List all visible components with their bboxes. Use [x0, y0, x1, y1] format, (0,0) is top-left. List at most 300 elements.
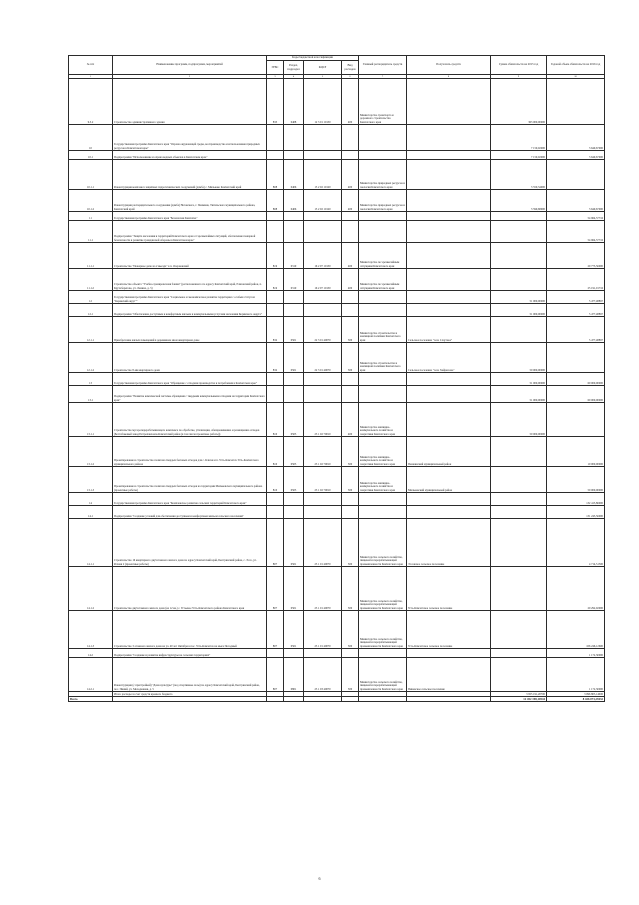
row-sum-2016: 5 477,48897 [547, 304, 605, 317]
row-vr: 500 [342, 317, 359, 343]
row-razdel [284, 125, 304, 151]
row-razdel [284, 506, 304, 519]
row-sum-2016: 54 964,57716 [547, 221, 605, 243]
row-sum-2016: 3 649,67000 [547, 151, 605, 160]
col-header-codes: Коды бюджетной классификации [267, 56, 359, 61]
total-label: Всего [69, 697, 113, 702]
row-ksr [304, 125, 342, 151]
row-vr: 500 [342, 467, 359, 493]
row-razdel: 0310 [284, 269, 304, 291]
row-recipient [407, 493, 491, 506]
column-index: 1 [69, 75, 113, 79]
row-recipient [407, 269, 491, 291]
row-sum-2016: 60 000,00000 [547, 386, 605, 403]
row-sum-2016: 3 649,67000 [547, 190, 605, 212]
row-name: Государственная программа Камчатского края "Охрана окружающей среды, воспроизводство и использование природных ресурсов в Камчатском крае" [113, 125, 267, 151]
table-row [69, 79, 605, 125]
row-vr [342, 151, 359, 160]
row-number: 13.1.3 [69, 467, 113, 493]
column-index: 4 [284, 75, 304, 79]
row-recipient: Пенжинский муниципальный район [407, 437, 491, 467]
table-row [69, 467, 605, 493]
total-empty [267, 697, 284, 702]
row-number: 14 [69, 493, 113, 506]
row-number: 14.1 [69, 506, 113, 519]
row-sum-2016: 5 477,48897 [547, 317, 605, 343]
row-sum-2016: 106 246,12600 [547, 611, 605, 649]
row-vr: 400 [342, 190, 359, 212]
row-grbs: 807 [267, 567, 284, 611]
row-name: Государственная программа Камчатского края "Обращение с отходами производства и потребления в Камчатском крае" [113, 373, 267, 386]
row-vr [342, 506, 359, 519]
row-recipient [407, 190, 491, 212]
row-grbs [267, 373, 284, 386]
row-vr: 500 [342, 611, 359, 649]
col-header-sum2015: Сумма обязательств на 2015 год [491, 56, 547, 75]
row-number: 10 [69, 125, 113, 151]
row-vr: 500 [342, 567, 359, 611]
row-sum-2016: 1 172,30000 [547, 658, 605, 692]
row-sum-2016: 25 191,01716 [547, 269, 605, 291]
table-row [69, 493, 605, 506]
row-number: 10.1.2 [69, 190, 113, 212]
row-vr: 400 [342, 243, 359, 269]
row-grbs: 807 [267, 611, 284, 649]
row-razdel: 0801 [284, 658, 304, 692]
row-razdel [284, 291, 304, 304]
row-recipient [407, 151, 491, 160]
row-grbs: 810 [267, 467, 284, 493]
col-header-recipient: Получатель средств [407, 56, 491, 75]
row-recipient [407, 160, 491, 190]
row-sum-2015: 3 955 191,20700 [491, 692, 547, 697]
row-sum-2015 [491, 467, 547, 493]
row-name: Строительство "Пожарное депо на 2 выезда" в п. Озерновский [113, 243, 267, 269]
row-grbs [267, 212, 284, 221]
row-number: 13.1.2 [69, 437, 113, 467]
table-row [69, 125, 605, 151]
row-name: Проектирование и строительство полигона твердых бытовых отходов для с. Ключи и п. Усть-Камчатск Усть-Камчатского муниципального района [113, 437, 267, 467]
row-sum-2016: 3 096 803,14000 [547, 692, 605, 697]
row-ksr [304, 493, 342, 506]
row-sum-2015: 51 000,00000 [491, 291, 547, 304]
row-executor [359, 386, 407, 403]
table-row [69, 304, 605, 317]
column-index: 5 [304, 75, 342, 79]
row-number: 12.1.2 [69, 343, 113, 373]
row-sum-2016: 29 773,56000 [547, 243, 605, 269]
total-empty [359, 697, 407, 702]
row-sum-2016: 20 292,92000 [547, 567, 605, 611]
row-sum-2015 [491, 437, 547, 467]
row-number: 11.1.1 [69, 243, 113, 269]
row-ksr [304, 649, 342, 658]
row-ksr: 23 1 02 70010 [304, 437, 342, 467]
row-sum-2016: 10 000,00000 [547, 437, 605, 467]
row-name: Подпрограмма "Защита населения и территорий Камчатского края от чрезвычайных ситуаций, обеспечение пожарной безопасности и развитие гражданской обороны в Камчатском крае" [113, 221, 267, 243]
col-header-name: Наименование программ, подпрограмм, мероприятий [113, 56, 267, 75]
row-executor: Министерство сельского хозяйства, пищевой и перерабатывающей промышленности Камчатского края [359, 567, 407, 611]
row-executor [359, 493, 407, 506]
row-executor [359, 291, 407, 304]
row-sum-2015: 3 599,68000 [491, 190, 547, 212]
row-name: Реконструкция (с пристройкой) "Дома культуры" (под спортивные залы) по адресу Камчатский край, Быстринский район, пос. Пиний, ул. Молодежная, д. 5 [113, 658, 267, 692]
row-sum-2015 [491, 243, 547, 269]
row-sum-2015: 51 000,00000 [491, 373, 547, 386]
column-index: 3 [267, 75, 284, 79]
table-row [69, 151, 605, 160]
col-header-executor: Главный распорядитель средств [359, 56, 407, 75]
row-grbs [267, 151, 284, 160]
table-row [69, 567, 605, 611]
row-number: 10.1.1 [69, 160, 113, 190]
row-vr: 500 [342, 519, 359, 567]
row-vr [342, 291, 359, 304]
row-vr: 400 [342, 403, 359, 437]
row-razdel [284, 221, 304, 243]
row-number: 13 [69, 373, 113, 386]
total-sum-2016: 8 426 073,29432 [547, 697, 605, 702]
row-recipient [407, 403, 491, 437]
row-sum-2015 [491, 221, 547, 243]
row-ksr [304, 373, 342, 386]
row-name: Строительство административного здания [113, 79, 267, 125]
row-grbs: 808 [267, 190, 284, 212]
row-name: Строительство двухэтажного жилого дома (на 12 кв.) с. Устьевое Усть-Камчатского района Камчатского края [113, 567, 267, 611]
row-number: 12.1 [69, 304, 113, 317]
row-sum-2015 [491, 317, 547, 343]
row-sum-2015 [491, 269, 547, 291]
row-recipient [407, 386, 491, 403]
page-number: 6 [318, 876, 321, 881]
row-grbs: 810 [267, 437, 284, 467]
row-recipient [407, 373, 491, 386]
row-number: 11.1.2 [69, 269, 113, 291]
col-header-vr: Вид расходов [342, 61, 359, 75]
row-executor: Министерство природных ресурсов и экологии Камчатского края [359, 190, 407, 212]
row-sum-2016 [547, 403, 605, 437]
table-body [69, 79, 605, 697]
row-executor: Министерство жилищно-коммунального хозяйства и энергетики Камчатского края [359, 437, 407, 467]
row-sum-2015: 3 550,34000 [491, 160, 547, 190]
row-recipient: Мильковский муниципальный район [407, 467, 491, 493]
row-name: Строительство 3-этажного жилого дома на ул. 40 лет Октября в пос. Усть-Камчатск на мысе Погодный [113, 611, 267, 649]
row-name: Подпрограмма "Создание и развитие инфраструктуры на сельских территориях" [113, 649, 267, 658]
row-name: Строительство объекта "Учебно-тренировочная башня" (расположенного по адресу Камчатский край, Елизовский район, п. Крутоберегово, ул. Ленина, д. 5) [113, 269, 267, 291]
col-header-sum2016: Годовой объем обязательств на 2016 год [547, 56, 605, 75]
row-number: 14.1.2 [69, 567, 113, 611]
row-number: 11 [69, 212, 113, 221]
row-vr [342, 304, 359, 317]
row-grbs [267, 304, 284, 317]
row-sum-2016: 5 477,48897 [547, 291, 605, 304]
row-name: Подпрограмма "Развитие комплексной системы обращения с твердыми коммунальными отходами на территории Камчатского края" [113, 386, 267, 403]
row-name: Приобретение жилых помещений в деревянном многоквартирном доме [113, 317, 267, 343]
row-vr: 400 [342, 269, 359, 291]
row-sum-2015: 50 000,00000 [491, 403, 547, 437]
row-name: Итого расходы за счет средств краевого бюджета [113, 692, 267, 697]
row-vr: 500 [342, 658, 359, 692]
table-row [69, 386, 605, 403]
row-name: Строительство мусороперерабатывающего комплекса по обработке, утилизации, обезвреживанию и размещению отходов (Бестобаковый завод Петропавловск-Камчатский район (в том числе проектные работы)) [113, 403, 267, 437]
row-recipient [407, 243, 491, 269]
col-header-no: № п/п [69, 56, 113, 75]
budget-table [68, 55, 605, 702]
row-razdel: 0505 [284, 437, 304, 467]
row-sum-2016 [547, 343, 605, 373]
row-recipient [407, 125, 491, 151]
row-name: Подпрограмма "Обеспечение доступным и комфортным жильем и коммунальными услугами населения Корякского округа" [113, 304, 267, 317]
row-executor: Министерство жилищно-коммунального хозяйства и энергетики Камчатского края [359, 467, 407, 493]
row-executor: Министерство жилищно-коммунального хозяйства и энергетики Камчатского края [359, 403, 407, 437]
row-ksr: 25 1 01 40070 [304, 519, 342, 567]
row-razdel: 0501 [284, 611, 304, 649]
row-vr: 400 [342, 160, 359, 190]
row-sum-2016: 131 243,56000 [547, 506, 605, 519]
row-number: 13.1.1 [69, 403, 113, 437]
row-number: 12 [69, 291, 113, 304]
table-row [69, 269, 605, 291]
row-ksr: 25 1 01 40070 [304, 567, 342, 611]
row-razdel: 0501 [284, 343, 304, 373]
row-recipient [407, 221, 491, 243]
row-name: Подпрограмма "Создание условий для обеспечения доступным и комфортным жильем сельского населения" [113, 506, 267, 519]
table-row [69, 160, 605, 190]
row-vr: 400 [342, 79, 359, 125]
row-razdel [284, 386, 304, 403]
table-row [69, 343, 605, 373]
row-razdel: 0505 [284, 467, 304, 493]
row-ksr: 22 3 01 40070 [304, 317, 342, 343]
row-recipient: Усть-Камчатское сельское поселение [407, 567, 491, 611]
row-vr: 500 [342, 343, 359, 373]
row-ksr [304, 386, 342, 403]
row-sum-2015: 7 150,02000 [491, 151, 547, 160]
row-ksr [304, 506, 342, 519]
row-ksr: 25 1 03 40070 [304, 658, 342, 692]
table-row [69, 373, 605, 386]
row-name: Строительство 16 квартирного двухэтажного жилого дома по адресу Камчатский край, Быстринский район, с. Эссо, ул. Речная 2 (проектные работы) [113, 519, 267, 567]
row-number: 11.1 [69, 221, 113, 243]
row-razdel: 0501 [284, 317, 304, 343]
row-executor [359, 304, 407, 317]
table-row [69, 403, 605, 437]
column-index: 10 [547, 75, 605, 79]
row-ksr [304, 304, 342, 317]
row-ksr: 16 2 07 10130 [304, 243, 342, 269]
row-executor: Министерство сельского хозяйства, пищевой и перерабатывающей промышленности Камчатского края [359, 658, 407, 692]
row-sum-2015: 51 000,00000 [491, 304, 547, 317]
row-grbs: 810 [267, 403, 284, 437]
table-row [69, 611, 605, 649]
table-row [69, 291, 605, 304]
row-sum-2015 [491, 658, 547, 692]
row-sum-2015: 7 150,02000 [491, 125, 547, 151]
row-grbs: 833 [267, 79, 284, 125]
table-row [69, 658, 605, 692]
row-executor: Министерство по чрезвычайным ситуациям Камчатского края [359, 269, 407, 291]
table-row [69, 437, 605, 467]
column-index: 2 [113, 75, 267, 79]
row-grbs: 832 [267, 343, 284, 373]
row-number: 12.1.1 [69, 317, 113, 343]
row-executor [359, 373, 407, 386]
row-ksr [304, 221, 342, 243]
row-name: Реконструкция распорядительного сооружения (дамба) Ноговского, г. Пенжина, Тигильского муниципального района, Камчатский край [113, 190, 267, 212]
row-vr [342, 649, 359, 658]
row-ksr [304, 291, 342, 304]
row-recipient: Усть-Камчатское сельское поселение [407, 611, 491, 649]
row-executor: Министерство транспорта и дорожного строительства Камчатского края [359, 79, 407, 125]
total-empty [407, 697, 491, 702]
row-sum-2016 [547, 79, 605, 125]
row-ksr: 16 2 07 10130 [304, 269, 342, 291]
row-sum-2015 [491, 649, 547, 658]
row-vr [342, 212, 359, 221]
row-razdel: 0406 [284, 190, 304, 212]
row-grbs: 819 [267, 243, 284, 269]
table-row [69, 506, 605, 519]
total-row [69, 697, 605, 702]
total-empty [304, 697, 342, 702]
row-sum-2016 [547, 160, 605, 190]
column-index: 6 [342, 75, 359, 79]
table-row [69, 317, 605, 343]
row-number: 14.2 [69, 649, 113, 658]
row-name: Государственная программа Камчатского края "Безопасная Камчатка" [113, 212, 267, 221]
row-number: 14.2.1 [69, 658, 113, 692]
row-grbs [267, 506, 284, 519]
col-header-grbs: ГРБС [267, 61, 284, 75]
row-razdel [284, 304, 304, 317]
row-ksr: 23 1 02 70010 [304, 467, 342, 493]
row-executor: Министерство сельского хозяйства, пищевой и перерабатывающей промышленности Камчатского края [359, 519, 407, 567]
row-name: Подпрограмма "Использование и охрана водных объектов в Камчатском крае" [113, 151, 267, 160]
row-executor: Министерство природных ресурсов и экологии Камчатского края [359, 160, 407, 190]
row-razdel: 0501 [284, 519, 304, 567]
table-row [69, 212, 605, 221]
row-sum-2015: 363 000,00000 [491, 79, 547, 125]
row-ksr: 22 3 01 40070 [304, 343, 342, 373]
row-executor: Министерство сельского хозяйства, пищевой и перерабатывающей промышленности Камчатского края [359, 611, 407, 649]
row-grbs [267, 221, 284, 243]
row-executor [359, 221, 407, 243]
row-number: 13.1 [69, 386, 113, 403]
row-number: 9.3.2 [69, 79, 113, 125]
row-name: Строительство 8-ми квартирного дома [113, 343, 267, 373]
row-number: 10.1 [69, 151, 113, 160]
table-row [69, 243, 605, 269]
row-razdel: 0505 [284, 403, 304, 437]
row-sum-2015 [491, 493, 547, 506]
row-grbs: 832 [267, 317, 284, 343]
row-vr: 500 [342, 437, 359, 467]
row-sum-2015: 50 000,00000 [491, 343, 547, 373]
row-razdel [284, 649, 304, 658]
row-razdel: 0310 [284, 243, 304, 269]
row-vr [342, 493, 359, 506]
row-razdel [284, 493, 304, 506]
table-row [69, 221, 605, 243]
row-grbs: 819 [267, 269, 284, 291]
row-vr [342, 386, 359, 403]
row-number: 14.1.3 [69, 611, 113, 649]
row-grbs [267, 291, 284, 304]
col-header-razdel: Раздел, подраздел [284, 61, 304, 75]
row-recipient [407, 649, 491, 658]
row-executor: Министерство строительства и жилищной политики Камчатского края [359, 343, 407, 373]
row-sum-2016: 132 415,86000 [547, 493, 605, 506]
row-ksr [304, 151, 342, 160]
row-sum-2015 [491, 212, 547, 221]
row-grbs: 808 [267, 160, 284, 190]
row-name: Государственная программа Камчатского края "Комплексное развитие сельских территорий Камчатского края" [113, 493, 267, 506]
row-executor [359, 125, 407, 151]
column-index: 9 [491, 75, 547, 79]
row-recipient: Эссовское сельское поселение [407, 519, 491, 567]
row-recipient [407, 79, 491, 125]
row-grbs [267, 649, 284, 658]
row-grbs [267, 125, 284, 151]
row-executor: Министерство строительства и жилищной политики Камчатского края [359, 317, 407, 343]
row-executor [359, 212, 407, 221]
row-grbs [267, 493, 284, 506]
row-name: Государственная программа Камчатского края "Социальное и экономическое развитие территории с особым статусом "Корякский округ"" [113, 291, 267, 304]
row-recipient: Сельское поселение "село Слаутное" [407, 317, 491, 343]
row-recipient [407, 506, 491, 519]
row-recipient: Сельское поселение "село Хайрюзово" [407, 343, 491, 373]
row-sum-2016: 60 000,00000 [547, 373, 605, 386]
row-grbs [267, 386, 284, 403]
row-razdel: 0408 [284, 79, 304, 125]
row-sum-2016: 54 964,57716 [547, 212, 605, 221]
row-ksr [304, 212, 342, 221]
row-sum-2015 [491, 519, 547, 567]
row-sum-2016: 4 714,51500 [547, 519, 605, 567]
row-razdel [284, 151, 304, 160]
row-vr [342, 373, 359, 386]
row-sum-2016: 1 172,30000 [547, 649, 605, 658]
table-row [69, 519, 605, 567]
row-sum-2016: 50 000,00000 [547, 467, 605, 493]
row-recipient: Пиневское сельское поселение [407, 658, 491, 692]
column-index: 7 [359, 75, 407, 79]
row-recipient [407, 212, 491, 221]
row-sum-2015 [491, 506, 547, 519]
row-name: Реконструкция комплекса защитных гидротехнических сооружений (дамба) с. Мильково Камчатский край [113, 160, 267, 190]
row-number: 14.1.1 [69, 519, 113, 567]
row-sum-2015: 51 000,00000 [491, 386, 547, 403]
row-razdel: 0501 [284, 567, 304, 611]
row-recipient [407, 291, 491, 304]
row-executor [359, 506, 407, 519]
row-ksr: 12 3 01 10130 [304, 79, 342, 125]
row-executor: Министерство по чрезвычайным ситуациям Камчатского края [359, 243, 407, 269]
table-row [69, 649, 605, 658]
column-index: 8 [407, 75, 491, 79]
table-row [69, 190, 605, 212]
row-sum-2015 [491, 611, 547, 649]
total-sum-2015: 12 452 198,10544 [491, 697, 547, 702]
row-executor [359, 151, 407, 160]
row-grbs: 807 [267, 658, 284, 692]
row-ksr: 23 1 02 70010 [304, 403, 342, 437]
row-ksr: 15 2 02 10120 [304, 190, 342, 212]
row-sum-2016: 3 649,67000 [547, 125, 605, 151]
total-empty [284, 697, 304, 702]
row-razdel [284, 373, 304, 386]
row-ksr: 25 1 01 40070 [304, 611, 342, 649]
